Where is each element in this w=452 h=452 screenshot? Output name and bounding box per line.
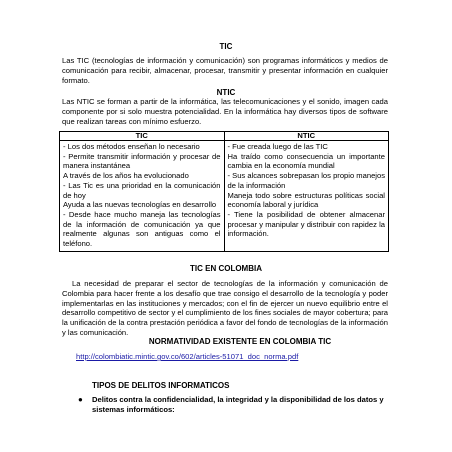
table-cell-tic [60,141,225,252]
table-header-ntic: NTIC [224,132,389,141]
list-item: A través de los años ha evolucionado [63,171,189,181]
list-item: - Tiene la posibilidad de obtener almacenar procesar y manipular y distribuir con rapidez la información. [227,209,385,239]
table-row [60,141,389,252]
heading-tic: TIC [219,42,233,51]
table-header-tic: TIC [60,132,225,141]
heading-delitos: TIPOS DE DELITOS INFORMATICOS [92,381,230,390]
paragraph-colombia: La necesidad de preparar el sector de tecnologías de la información y comunicación de Colombia para hacer frente a los desafío que trae consigo el desarrollo de la tecnología y poder implementarlas en las instituciones y mercados; con el fin de ejercer un nuevo equilibrio entre el desarrollo competitivo de sector y el cumplimiento de los fines sociales de mayor cobertura; para la unificación de la contra prestación periódica a favor del fondo de tecnologías de la información y las comunicación. [62,279,388,337]
list-item: - Fue creada luego de las TIC [227,142,328,151]
bullet-text: Delitos contra la confidencialidad, la integridad y la disponibilidad de los datos y sistemas informáticos: [92,395,384,414]
heading-tic-colombia: TIC EN COLOMBIA [190,264,262,273]
table-header-row [60,132,389,141]
list-item [78,395,392,415]
comparison-table [59,131,389,252]
normativity-link[interactable]: http://colombiatic.mintic.gov.co/602/articles-51071_doc_norma.pdf [76,352,299,361]
list-item: Ayuda a las nuevas tecnologías en desarrollo [63,200,217,210]
bullet-icon: ● [78,395,83,404]
list-item: - Desde hace mucho maneja las tecnologías de la información de comunicación ya que realmente algunas son antiguas como el teléfono. [63,209,221,249]
heading-ntic: NTIC [216,88,236,97]
paragraph-ntic: Las NTIC se forman a partir de la informática, las telecomunicaciones y el sonido, imagen cada componente por si solo muestra potencialidad. En la informática hay diversos tipos de software que realizan tareas con mínimo esfuerzo. [62,97,388,126]
list-item: - Permite transmitir información y procesar de manera instantánea [63,151,221,171]
list-item: Ha traído como consecuencia un importante cambia en la economía mundial [227,151,385,171]
list-item: - Los dos métodos enseñan lo necesario [63,142,200,151]
list-item: Maneja todo sobre estructuras políticas social economía laboral y jurídica [227,190,385,210]
table-cell-ntic [224,141,389,252]
list-item: - Sus alcances sobrepasan los propio manejos de la información [227,171,385,190]
heading-normatividad: NORMATIVIDAD EXISTENTE EN COLOMBIA TIC [148,337,332,346]
paragraph-tic: Las TIC (tecnologías de información y comunicación) son programas informáticos y medios de comunicación para recibir, almacenar, procesar, transmitir y presentar información en cualquier formato. [62,56,388,85]
list-item: - Las Tic es una prioridad en la comunicación de hoy [63,180,221,200]
